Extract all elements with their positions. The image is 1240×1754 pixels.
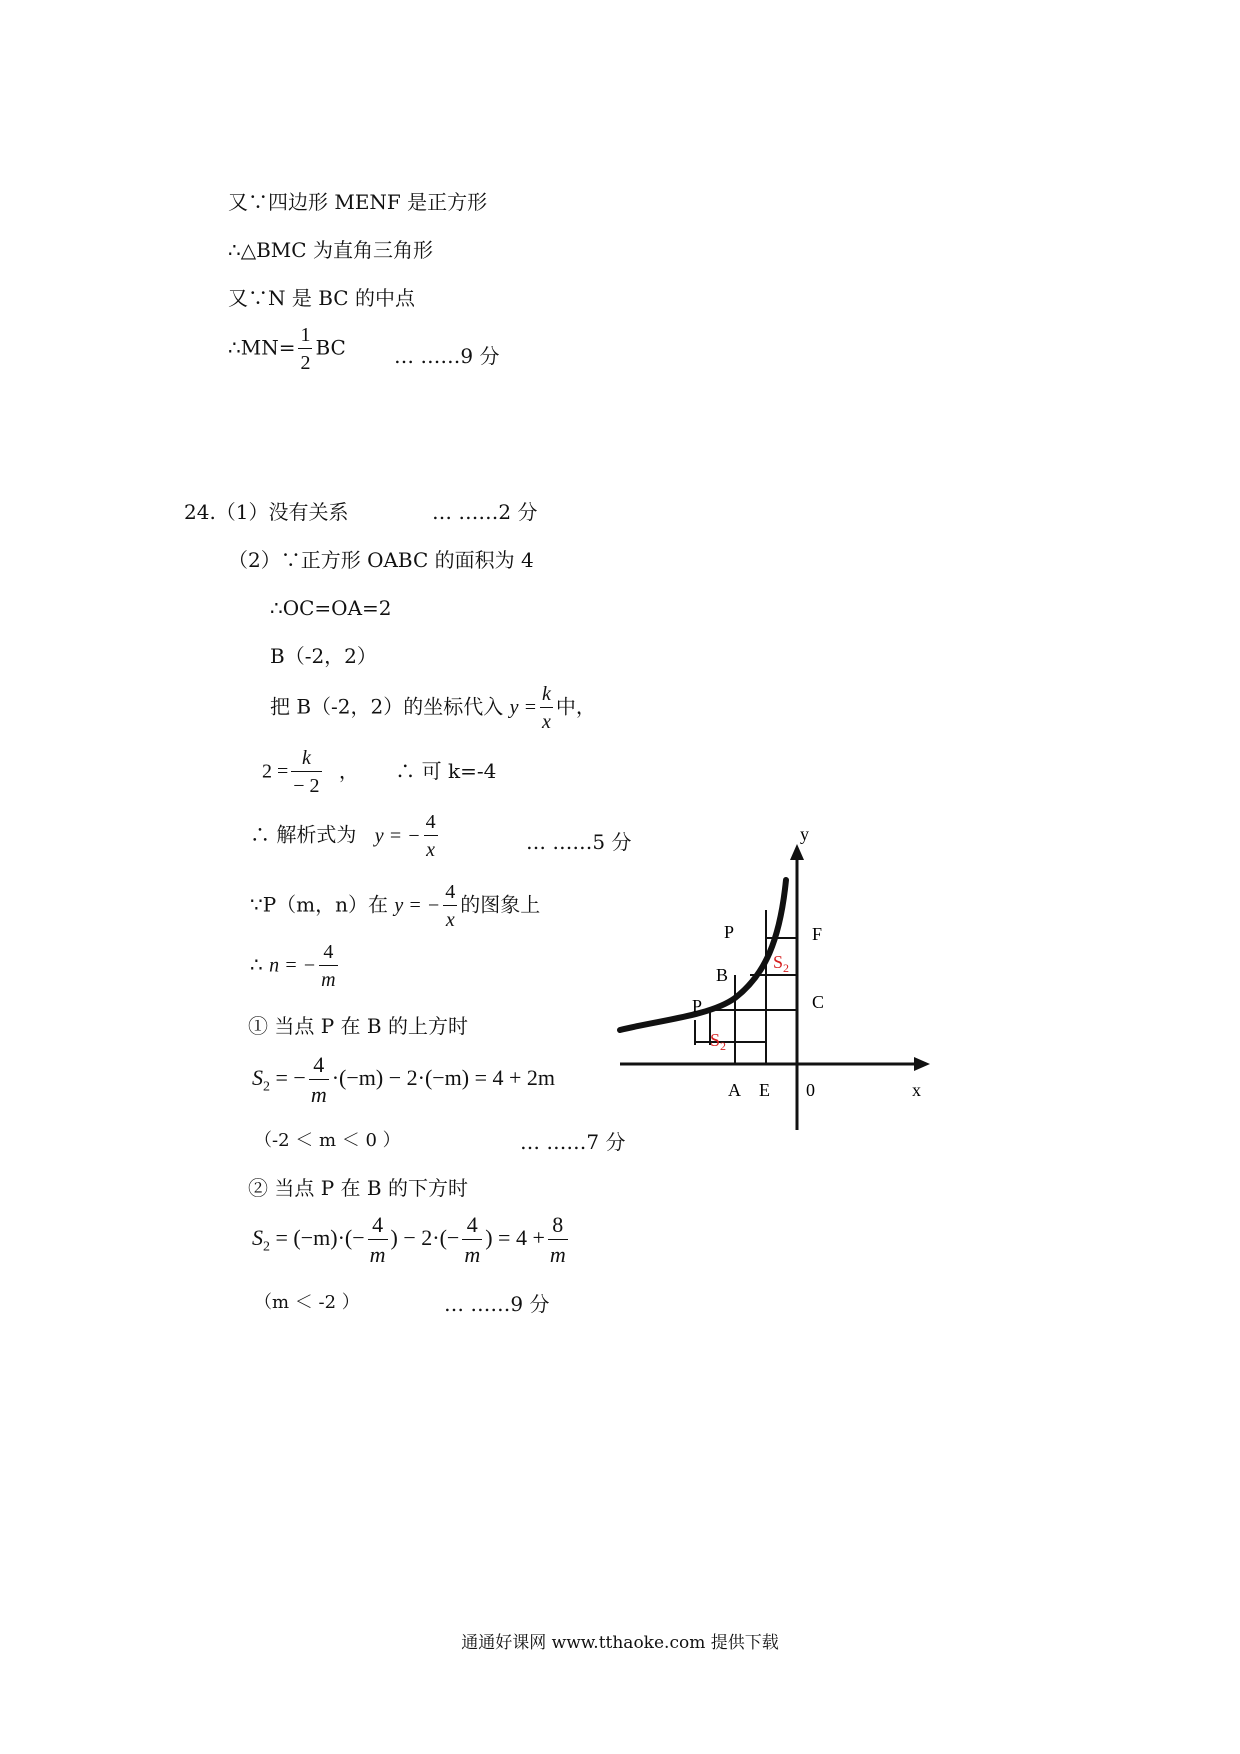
fraction-case2-1 <box>368 1214 388 1266</box>
fraction-half <box>298 325 312 373</box>
fraction-denominator: m <box>549 1242 566 1267</box>
score-9-part23: … ……9 分 <box>394 344 500 368</box>
score-7: … ……7 分 <box>520 1130 626 1154</box>
proof-line-midpoint: 又∵N 是 BC 的中点 <box>228 286 415 310</box>
hyperbola-curve <box>620 880 786 1030</box>
origin-label: 0 <box>806 1080 815 1100</box>
s2-subscript: 2 <box>263 1079 270 1095</box>
equation-comma: ， <box>338 758 359 783</box>
line-point-p <box>250 882 540 930</box>
area-s2-lower <box>710 1030 726 1053</box>
line-equation-k <box>262 748 496 796</box>
resolution-prefix: ∴ 解析式为 <box>250 822 357 847</box>
case-2-eq-c: ) = 4 + <box>485 1225 545 1251</box>
case-2-range: （m ＜ -2 ） <box>254 1292 360 1313</box>
fraction-denominator: x <box>542 711 551 733</box>
point-b-label: B <box>716 965 729 985</box>
case-2-equation <box>252 1214 571 1266</box>
fraction-case1 <box>309 1054 329 1106</box>
fraction-case2-3 <box>548 1214 568 1266</box>
fraction-case2-2 <box>462 1214 482 1266</box>
point-p-upper: P <box>724 922 735 942</box>
s2-lower-letter: S <box>710 1030 721 1050</box>
fraction-numerator: 8 <box>548 1214 568 1240</box>
proof-line-square: 又∵四边形 MENF 是正方形 <box>228 190 488 214</box>
fraction-denominator: m <box>310 1082 327 1107</box>
point-c-label: C <box>812 992 825 1012</box>
line-oc-oa: ∴OC=OA=2 <box>270 596 392 620</box>
resolution-y: y = − <box>374 824 421 847</box>
substitute-y: y = <box>509 696 537 719</box>
point-f-label: F <box>812 924 823 944</box>
substitute-suffix: 中， <box>555 694 596 719</box>
fraction-numerator: 4 <box>368 1214 388 1240</box>
case-2-eq-a: = (−m)·(− <box>270 1225 365 1251</box>
mn-suffix: BC <box>315 335 346 360</box>
s2-lower-subscript: 2 <box>720 1039 727 1053</box>
case-2-heading: ② 当点 P 在 B 的下方时 <box>248 1176 468 1200</box>
y-axis-arrow <box>790 844 804 860</box>
fraction-k-over-neg2 <box>291 748 321 796</box>
fraction-numerator: 4 <box>462 1214 482 1240</box>
point-p-y: y = − <box>394 894 441 917</box>
point-e-label: E <box>759 1080 770 1100</box>
case-1-heading: ① 当点 P 在 B 的上方时 <box>248 1014 468 1038</box>
fraction-denominator: x <box>426 839 436 861</box>
point-p-prefix: ∵P（m，n）在 <box>250 892 389 917</box>
score-9: … ……9 分 <box>444 1292 550 1316</box>
case-1-eq-a: = − <box>270 1065 306 1091</box>
score-5: … ……5 分 <box>526 830 632 854</box>
fraction-denominator: x <box>445 909 455 931</box>
equation-lhs: 2 = <box>262 760 289 783</box>
s2-upper-subscript: 2 <box>783 961 790 975</box>
fraction-4-over-x <box>424 812 438 860</box>
page-footer: 通通好课网 www.tthaoke.com 提供下载 <box>461 1633 779 1653</box>
fraction-4-over-m <box>319 942 337 990</box>
line-point-b: B（-2，2） <box>270 644 377 668</box>
fraction-numerator: 4 <box>443 882 457 906</box>
line-substitute <box>270 684 596 732</box>
fraction-denominator: m <box>464 1242 481 1267</box>
question-24-part2: （2）∵正方形 OABC 的面积为 4 <box>228 548 534 572</box>
n-expr: n = − <box>269 954 317 977</box>
s2-upper-letter: S <box>773 952 784 972</box>
s2-subscript: 2 <box>263 1239 270 1255</box>
fraction-numerator: 4 <box>424 812 438 836</box>
coordinate-figure <box>600 820 940 1150</box>
equation-k-value: ∴ 可 k=-4 <box>395 758 497 783</box>
fraction-numerator: k <box>540 684 553 708</box>
proof-line-right-triangle: ∴△BMC 为直角三角形 <box>228 238 433 262</box>
y-axis-label: y <box>800 824 809 844</box>
x-axis-label: x <box>912 1080 921 1100</box>
fraction-denominator: m <box>369 1242 386 1267</box>
line-resolution <box>250 812 441 860</box>
fraction-numerator: 4 <box>319 942 337 966</box>
fraction-numerator: k <box>291 748 321 772</box>
x-axis-arrow <box>914 1057 930 1071</box>
n-prefix: ∴ <box>250 952 263 977</box>
fraction-denominator: − 2 <box>293 775 320 797</box>
mn-prefix: ∴MN= <box>228 335 296 360</box>
area-s2-upper <box>773 952 789 975</box>
question-24-part1: 24.（1）没有关系 <box>184 500 349 524</box>
case-1-equation <box>252 1054 555 1106</box>
point-a-label: A <box>728 1080 741 1100</box>
score-2: … ……2 分 <box>432 500 538 524</box>
proof-line-mn <box>228 325 346 373</box>
s2-symbol: S <box>252 1225 263 1251</box>
substitute-prefix: 把 B（-2，2）的坐标代入 <box>270 694 504 719</box>
fraction-numerator: 1 <box>298 325 312 349</box>
fraction-denominator: 2 <box>300 352 311 374</box>
fraction-numerator: 4 <box>309 1054 329 1080</box>
s2-symbol: S <box>252 1065 263 1091</box>
line-n-expression <box>250 942 341 990</box>
point-p-suffix: 的图象上 <box>460 892 541 917</box>
fraction-k-over-x <box>540 684 553 732</box>
case-1-range: （-2 ＜ m ＜ 0 ） <box>254 1130 401 1151</box>
fraction-4-over-x-2 <box>443 882 457 930</box>
case-2-eq-b: ) − 2·(− <box>390 1225 460 1251</box>
case-1-eq-b: ·(−m) − 2·(−m) = 4 + 2m <box>331 1065 556 1091</box>
point-p-lower: P <box>692 996 703 1016</box>
fraction-denominator: m <box>321 969 336 991</box>
